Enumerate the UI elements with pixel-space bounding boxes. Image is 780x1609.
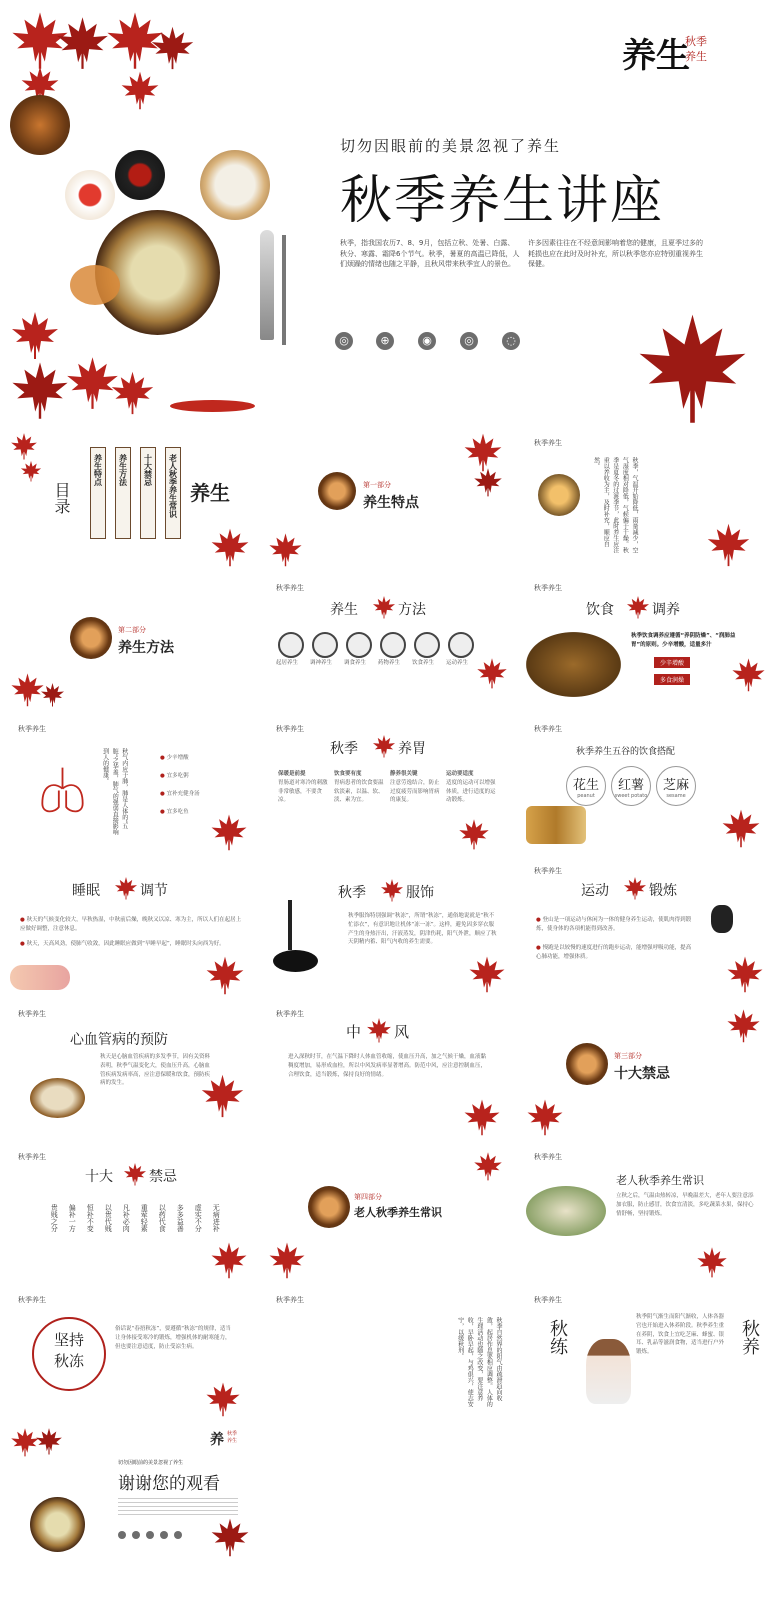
grains-title: 秋季养生五谷的饮食搭配 bbox=[576, 747, 676, 757]
method-image bbox=[278, 632, 304, 658]
toc-item-label: 老人秋季养生常识 bbox=[168, 454, 178, 518]
maple-leaf-icon bbox=[200, 1073, 245, 1118]
diet-slide bbox=[526, 577, 770, 712]
globe-icon bbox=[174, 1531, 182, 1539]
part3-slide bbox=[526, 1003, 770, 1138]
part-label: 第三部分 bbox=[614, 1052, 642, 1060]
slide-tag: 秋季养生 bbox=[534, 584, 562, 592]
woman-image bbox=[10, 965, 70, 990]
slide-title-a: 饮食 bbox=[586, 602, 614, 618]
globe-icon bbox=[146, 1531, 154, 1539]
method-label: 运动养生 bbox=[446, 660, 469, 666]
maple-leaf-icon bbox=[205, 1381, 241, 1417]
diet-tag-2: 多食润燥 bbox=[654, 674, 690, 685]
part4-slide bbox=[268, 1146, 512, 1281]
slide-title-a: 运动 bbox=[581, 883, 609, 899]
stomach-col-heading: 运动要适度 bbox=[446, 771, 474, 777]
food-bowl-image bbox=[538, 474, 580, 516]
end-logo-line: 养生 bbox=[227, 1438, 238, 1444]
logo-side-text bbox=[685, 34, 707, 65]
part-title: 养生特点 bbox=[363, 495, 419, 511]
clothing-slide bbox=[268, 860, 512, 995]
food-bowl-image bbox=[10, 95, 70, 155]
slide-title: 老人秋季养生常识 bbox=[616, 1174, 704, 1187]
end-subtitle: 切勿因眼前的美景忽视了养生 bbox=[118, 1460, 184, 1466]
seal-text-a: 坚持 bbox=[53, 1331, 84, 1349]
methods-slide bbox=[268, 577, 512, 712]
method-label: 调食养生 bbox=[344, 660, 367, 666]
leaf-image bbox=[70, 265, 120, 305]
food-bowl-image bbox=[318, 472, 356, 510]
maple-leaf-icon bbox=[726, 955, 764, 993]
cover-title: 秋季养生讲座 bbox=[340, 171, 665, 231]
lung-item: ● 少辛增酸 bbox=[160, 755, 189, 761]
taboo-item: 偏补一方 bbox=[68, 1204, 77, 1232]
slide-tag: 秋季养生 bbox=[534, 439, 562, 447]
slide-title-b: 禁忌 bbox=[149, 1169, 177, 1185]
stroke-slide bbox=[268, 1003, 512, 1138]
grain-name: 花生 bbox=[572, 778, 599, 793]
maple-leaf-icon bbox=[463, 1098, 501, 1136]
yoga-woman-image bbox=[586, 1339, 631, 1404]
diet-description: 秋季饮食调养应遵循“养阴防燥”、“润肺益胃”的原则。少辛增酸，适量多汁 bbox=[631, 633, 736, 648]
globe-icon: ◎ bbox=[335, 332, 353, 350]
maple-leaf-icon bbox=[40, 682, 65, 707]
maple-leaf-icon bbox=[210, 527, 250, 567]
stomach-col-heading: 静养很关键 bbox=[390, 771, 418, 777]
maple-leaf-icon bbox=[20, 460, 42, 482]
maple-leaf-icon bbox=[120, 70, 160, 110]
end-text-placeholder bbox=[118, 1495, 238, 1515]
globe-icon: ◌ bbox=[502, 332, 520, 350]
lianyang-text: 秋季阴气渐生而阳气渐收，人体各器官也开始进入休养阶段。秋季养生重在养阴，饮食上宜吃芝麻、蜂蜜、银耳、乳品等滋润食物，适当进行户外锻炼。 bbox=[636, 1314, 725, 1356]
lung-slide bbox=[10, 718, 254, 853]
stomach-col-text: 胃肠道对寒冷的刺激非常敏感，不要贪凉。 bbox=[278, 779, 328, 804]
food-bowl-image bbox=[65, 170, 115, 220]
exercise-bullet-text: 登山是一项运动与休闲为一体的健身养生运动，使肌肉得到锻炼，使身体的各项机能得到改善。 bbox=[536, 917, 692, 932]
exercise-bullet-text: 慢跑是以较慢的速度进行的跑步运动，能增强呼吸功能，提高心肺功能，增强体质。 bbox=[536, 945, 692, 960]
slide-title-a: 睡眠 bbox=[72, 883, 100, 899]
slide-title-b: 风 bbox=[394, 1023, 410, 1041]
method-image bbox=[380, 632, 406, 658]
taboo-item: 以贵代贱 bbox=[104, 1204, 113, 1232]
exercise-bullet: ● 慢跑是以较慢的速度进行的跑步运动，能增强呼吸功能，提高心肺功能，增强体质。 bbox=[536, 945, 692, 960]
brush-image bbox=[288, 900, 292, 950]
stomach-col-heading: 保暖是前提 bbox=[278, 771, 306, 777]
maple-leaf-icon bbox=[473, 1151, 503, 1181]
lung-item: ● 宜多吃鱼 bbox=[160, 809, 189, 815]
globe-icon bbox=[132, 1531, 140, 1539]
maple-leaf-icon bbox=[623, 876, 647, 900]
toc-logo: 养生 bbox=[190, 481, 230, 505]
vertical-text-slide bbox=[268, 1289, 512, 1419]
maple-leaf-icon bbox=[526, 1098, 564, 1136]
lung-item: ● 宜补充健身汤 bbox=[160, 791, 200, 797]
globe-icon bbox=[160, 1531, 168, 1539]
persist-text: 俗话说“春捂秋冻”，要遵循“秋冻”的规律，适当让身体接受寒冷的锻炼，增强机体的耐寒能力，但也要注意适度，防止受凉生病。 bbox=[115, 1326, 231, 1350]
globe-icon: ◉ bbox=[418, 332, 436, 350]
herbs-image bbox=[526, 632, 621, 697]
sleep-bullet: ● 秋天，天高风劲，使肺气收敛，因此睡眠应做到“早睡早起”，睡眠时头向西为好。 bbox=[20, 941, 225, 947]
method-image bbox=[448, 632, 474, 658]
slide-tag: 秋季养生 bbox=[18, 1296, 46, 1304]
slide-tag: 秋季养生 bbox=[276, 1296, 304, 1304]
globe-icon bbox=[118, 1531, 126, 1539]
cover-paragraph-right: 许多因素往往在不经意间影响着您的健康，且夏季过多的耗损也应在此时及时补充，所以秋季您亦应特别重视养生保健。 bbox=[528, 239, 703, 268]
features-slide bbox=[526, 432, 770, 572]
slide-tag: 秋季养生 bbox=[276, 584, 304, 592]
large-maple-leaf-icon bbox=[630, 310, 755, 425]
maple-leaf-icon bbox=[205, 955, 245, 995]
maple-leaf-icon bbox=[10, 360, 70, 420]
taboo-item: 凡补必肉 bbox=[122, 1204, 131, 1232]
slide-title-b: 方法 bbox=[398, 602, 426, 618]
slide-title-a: 中 bbox=[346, 1023, 362, 1041]
diet-tag-1: 少辛增酸 bbox=[654, 657, 690, 668]
part-title: 十大禁忌 bbox=[614, 1066, 670, 1082]
maple-leaf-icon bbox=[626, 595, 650, 619]
side-title-left: 秋练 bbox=[547, 1319, 568, 1355]
grain-item bbox=[566, 766, 606, 806]
toc-scroll-1[interactable] bbox=[90, 447, 106, 539]
lung-item-label: 少辛增酸 bbox=[166, 755, 189, 761]
food-bowl-image bbox=[200, 150, 270, 220]
lung-item-label: 宜补充健身汤 bbox=[166, 791, 200, 797]
maple-leaf-icon bbox=[721, 808, 761, 848]
toc-scroll-2[interactable] bbox=[115, 447, 131, 539]
toc-title: 目录 bbox=[52, 482, 71, 514]
maple-leaf-icon bbox=[706, 522, 751, 567]
maple-leaf-icon bbox=[696, 1246, 728, 1278]
food-bowl-image bbox=[115, 150, 165, 200]
grains-slide bbox=[526, 718, 770, 853]
elders-image bbox=[526, 1186, 606, 1236]
method-label: 起居养生 bbox=[276, 660, 299, 666]
maple-leaf-icon bbox=[10, 310, 60, 360]
maple-leaf-icon bbox=[268, 1241, 306, 1279]
ink-splash-image bbox=[273, 950, 318, 972]
cover-paragraph-left: 秋季，指我国农历7、8、9月，包括立秋、处暑、白露、秋分、寒露、霜降6个节气。秋季，暑夏的高温已降低，人们烦躁的情绪也随之平静，且秋风带来秋季宜人的景色。 bbox=[340, 239, 520, 268]
food-bowl-image bbox=[566, 1043, 608, 1085]
grain-item bbox=[656, 766, 696, 806]
taboo-item: 以药代食 bbox=[158, 1204, 167, 1232]
vertical-text: 秋季，气温开始降低，雨量减少，空气湿度相对降低，气候偏于干燥。秋季是夏冬的过渡季节，此时养生应注重以养收为主，及时补充，顺应自然。 bbox=[592, 457, 638, 553]
cover-slide bbox=[10, 10, 770, 425]
lung-item: ● 宜多吃粥 bbox=[160, 773, 189, 779]
end-logo: 养 bbox=[210, 1432, 224, 1448]
globe-icon: ◎ bbox=[460, 332, 478, 350]
lungs-icon bbox=[35, 763, 90, 818]
stomach-slide bbox=[268, 718, 512, 853]
slide-tag: 秋季养生 bbox=[534, 1153, 562, 1161]
lung-item-label: 宜多吃粥 bbox=[166, 773, 189, 779]
lianyang-slide bbox=[526, 1289, 770, 1419]
grains-image bbox=[526, 806, 586, 844]
maple-leaf-icon bbox=[210, 1517, 250, 1557]
slide-title-b: 调节 bbox=[140, 883, 168, 899]
slide-tag: 秋季养生 bbox=[534, 867, 562, 875]
taboo-item: 恒补不变 bbox=[86, 1204, 95, 1232]
slide-tag: 秋季养生 bbox=[18, 1010, 46, 1018]
vertical-text: 秋季自然界的阳气由疏泄趋向收敛，起居作息要相应调整。人体的生理活动也随之改变，要注意养收，早卧早起，与鸡俱兴，使志安宁，以缓秋刑。 bbox=[456, 1317, 502, 1407]
stomach-col bbox=[334, 770, 384, 805]
maple-leaf-icon bbox=[268, 532, 303, 567]
slide-title-a: 秋季 bbox=[330, 741, 358, 757]
toc-slide bbox=[10, 432, 254, 572]
food-bowl-image bbox=[30, 1078, 85, 1118]
logo-side-line: 养生 bbox=[685, 50, 707, 64]
cover-subtitle: 切勿因眼前的美景忽视了养生 bbox=[340, 137, 562, 155]
maple-leaf-icon bbox=[473, 467, 503, 497]
maple-leaf-icon bbox=[726, 1008, 761, 1043]
slide-title-b: 服饰 bbox=[406, 885, 434, 901]
clothing-text: 秋季服饰特别强调“秋冻”，所谓“秋冻”，通俗地说就是“秋不忙添衣”，有意识地让机体“冻一冻”。这样，避免因多穿衣服产生的身热汗出，汗液蒸发，阴津伤耗，阳气外泄，顺应了秋天阴精内蓄、阳气内收的养生需要。 bbox=[348, 913, 497, 946]
taboo-item: 多多益善 bbox=[176, 1204, 185, 1232]
method-label: 药物养生 bbox=[378, 660, 401, 666]
stomach-col bbox=[390, 770, 440, 805]
sleep-bullet-text: 秋天的气候变化较大，早秋热湿，中秋前后燥，晚秋又以凉、寒为主，所以人们在起居上应做好调整，注意休息。 bbox=[20, 917, 242, 932]
end-slide bbox=[10, 1427, 254, 1562]
maple-leaf-icon bbox=[366, 1017, 392, 1043]
maple-leaf-icon bbox=[731, 657, 766, 692]
toc-item-label: 十大禁忌 bbox=[143, 454, 153, 486]
slide-title-a: 秋季 bbox=[338, 885, 366, 901]
taboos-slide bbox=[10, 1146, 254, 1281]
elder-slide bbox=[526, 1146, 770, 1281]
maple-leaf-icon bbox=[210, 1241, 248, 1279]
stomach-col bbox=[446, 770, 496, 805]
cardio-slide bbox=[10, 1003, 254, 1138]
seal-circle bbox=[32, 1317, 106, 1391]
climber-image bbox=[711, 905, 733, 933]
stroke-text: 进入深秋时节，在气温下降时人体血管收缩，使血压升高，加之气候干燥，血液黏稠度增加，易形成血栓，所以中风发病率显著增高。防范中风，应注意控制血压，合理饮食，适当锻炼，保持良好的情绪。 bbox=[288, 1054, 487, 1078]
slide-title-a: 十大 bbox=[85, 1169, 113, 1185]
toc-scroll-3[interactable] bbox=[140, 447, 156, 539]
maple-leaf-icon bbox=[35, 1427, 63, 1455]
food-bowl-image bbox=[308, 1186, 350, 1228]
method-image bbox=[414, 632, 440, 658]
maple-leaf-icon bbox=[380, 878, 404, 902]
stomach-col-heading: 饮食要有度 bbox=[334, 771, 362, 777]
slide-tag: 秋季养生 bbox=[534, 1296, 562, 1304]
end-logo-side bbox=[227, 1431, 237, 1445]
maple-leaf-icon bbox=[458, 818, 490, 850]
stomach-col-text: 胃病患者的饮食要温软淡素，以温、软、淡、素为宜。 bbox=[334, 779, 384, 804]
slide-title-b: 调养 bbox=[652, 602, 680, 618]
lung-item-label: 宜多吃鱼 bbox=[166, 809, 189, 815]
part-label: 第二部分 bbox=[118, 626, 146, 634]
taboo-item: 无病进补 bbox=[212, 1204, 221, 1232]
maple-leaf-icon bbox=[468, 955, 506, 993]
maple-leaf-icon bbox=[372, 595, 396, 619]
food-bowl-image bbox=[70, 617, 112, 659]
sleep-bullet: ● 秋天的气候变化较大，早秋热湿，中秋前后燥，晚秋又以凉、寒为主，所以人们在起居上应做好调整，注意休息。 bbox=[20, 917, 242, 932]
exercise-slide bbox=[526, 860, 770, 995]
part2-slide bbox=[10, 577, 254, 712]
part-title: 老人秋季养生常识 bbox=[354, 1206, 442, 1219]
stomach-col bbox=[278, 770, 328, 805]
maple-leaf-icon bbox=[110, 370, 155, 415]
lung-text: 秋气内应于肺，肺是人体的“五脏”之华盖，肺气的强弱直接影响到人的健康。 bbox=[101, 748, 128, 836]
part-label: 第一部分 bbox=[363, 481, 391, 489]
method-image bbox=[312, 632, 338, 658]
method-label: 调神养生 bbox=[310, 660, 333, 666]
toc-item-label: 养生方法 bbox=[118, 454, 128, 486]
soup-pot-image bbox=[30, 1497, 85, 1552]
maple-leaf-icon bbox=[210, 813, 248, 851]
grain-item bbox=[611, 766, 651, 806]
end-title: 谢谢您的观看 bbox=[118, 1474, 220, 1494]
stomach-col-text: 注意劳逸结合，防止过度疲劳而影响胃病的康复。 bbox=[390, 779, 440, 804]
cardio-text: 秋天是心脑血管疾病的多发季节，因有关资料表明，秋季气温变化大，使血压升高，心脑血管疾病发病率高，应注意保暖和饮食，预防疾病的发生。 bbox=[100, 1054, 211, 1087]
grain-name: 芝麻 bbox=[662, 778, 689, 793]
sleep-bullet-text: 秋天，天高风劲，使肺气收敛，因此睡眠应做到“早睡早起”，睡眠时头向西为好。 bbox=[26, 941, 225, 947]
method-label: 饮食养生 bbox=[412, 660, 435, 666]
slide-title: 心血管病的预防 bbox=[70, 1032, 168, 1048]
chili-image bbox=[170, 400, 255, 412]
part-label: 第四部分 bbox=[354, 1193, 382, 1201]
sleep-slide bbox=[10, 860, 254, 995]
persist-slide bbox=[10, 1289, 254, 1419]
maple-leaf-icon bbox=[55, 15, 110, 70]
chopsticks-image bbox=[282, 235, 286, 345]
globe-icon: ⊕ bbox=[376, 332, 394, 350]
logo-calligraphy: 养生 bbox=[622, 36, 690, 76]
part-title: 养生方法 bbox=[118, 640, 174, 656]
slide-tag: 秋季养生 bbox=[534, 725, 562, 733]
maple-leaf-icon bbox=[114, 876, 138, 900]
maple-leaf-icon bbox=[463, 432, 503, 472]
side-title-right: 秋养 bbox=[739, 1319, 760, 1355]
toc-scroll-4[interactable] bbox=[165, 447, 181, 539]
seal-text-b: 秋冻 bbox=[53, 1352, 84, 1370]
slide-tag: 秋季养生 bbox=[276, 1010, 304, 1018]
slide-title-a: 养生 bbox=[330, 602, 358, 618]
spoon-image bbox=[260, 230, 274, 340]
end-logo-line: 秋季 bbox=[227, 1431, 238, 1437]
taboo-item: 虚实不分 bbox=[194, 1204, 203, 1232]
maple-leaf-icon bbox=[150, 25, 195, 70]
slide-title-b: 锻炼 bbox=[649, 883, 677, 899]
logo-side-line: 秋季 bbox=[685, 35, 707, 48]
taboo-item: 贵贱之分 bbox=[50, 1204, 59, 1232]
part1-slide bbox=[268, 432, 512, 572]
slide-title-b: 养胃 bbox=[398, 741, 426, 757]
grain-english: sesame bbox=[666, 793, 686, 799]
taboo-item: 重荤轻素 bbox=[140, 1204, 149, 1232]
elder-text: 立秋之后，气温由热转凉，早晚温差大，老年人要注意添加衣服，防止感冒，饮食宜清淡，多吃蔬菜水果，保持心情舒畅，坚持锻炼。 bbox=[616, 1193, 754, 1217]
grain-name: 红薯 bbox=[617, 778, 644, 793]
maple-leaf-icon bbox=[476, 657, 508, 689]
grain-english: peanut bbox=[577, 793, 595, 799]
slide-tag: 秋季养生 bbox=[18, 1153, 46, 1161]
exercise-bullet: ● 登山是一项运动与休闲为一体的健身养生运动，使肌肉得到锻炼，使身体的各项机能得到改善。 bbox=[536, 917, 692, 932]
maple-leaf-icon bbox=[372, 734, 396, 758]
maple-leaf-icon bbox=[123, 1162, 147, 1186]
method-image bbox=[346, 632, 372, 658]
slide-tag: 秋季养生 bbox=[276, 725, 304, 733]
stomach-col-text: 适度的运动可以增强体质，进行适度的运动锻炼。 bbox=[446, 779, 496, 804]
grain-english: sweet potato bbox=[614, 793, 648, 799]
maple-leaf-icon bbox=[10, 432, 38, 460]
slide-tag: 秋季养生 bbox=[18, 725, 46, 733]
toc-item-label: 养生特点 bbox=[93, 454, 103, 486]
